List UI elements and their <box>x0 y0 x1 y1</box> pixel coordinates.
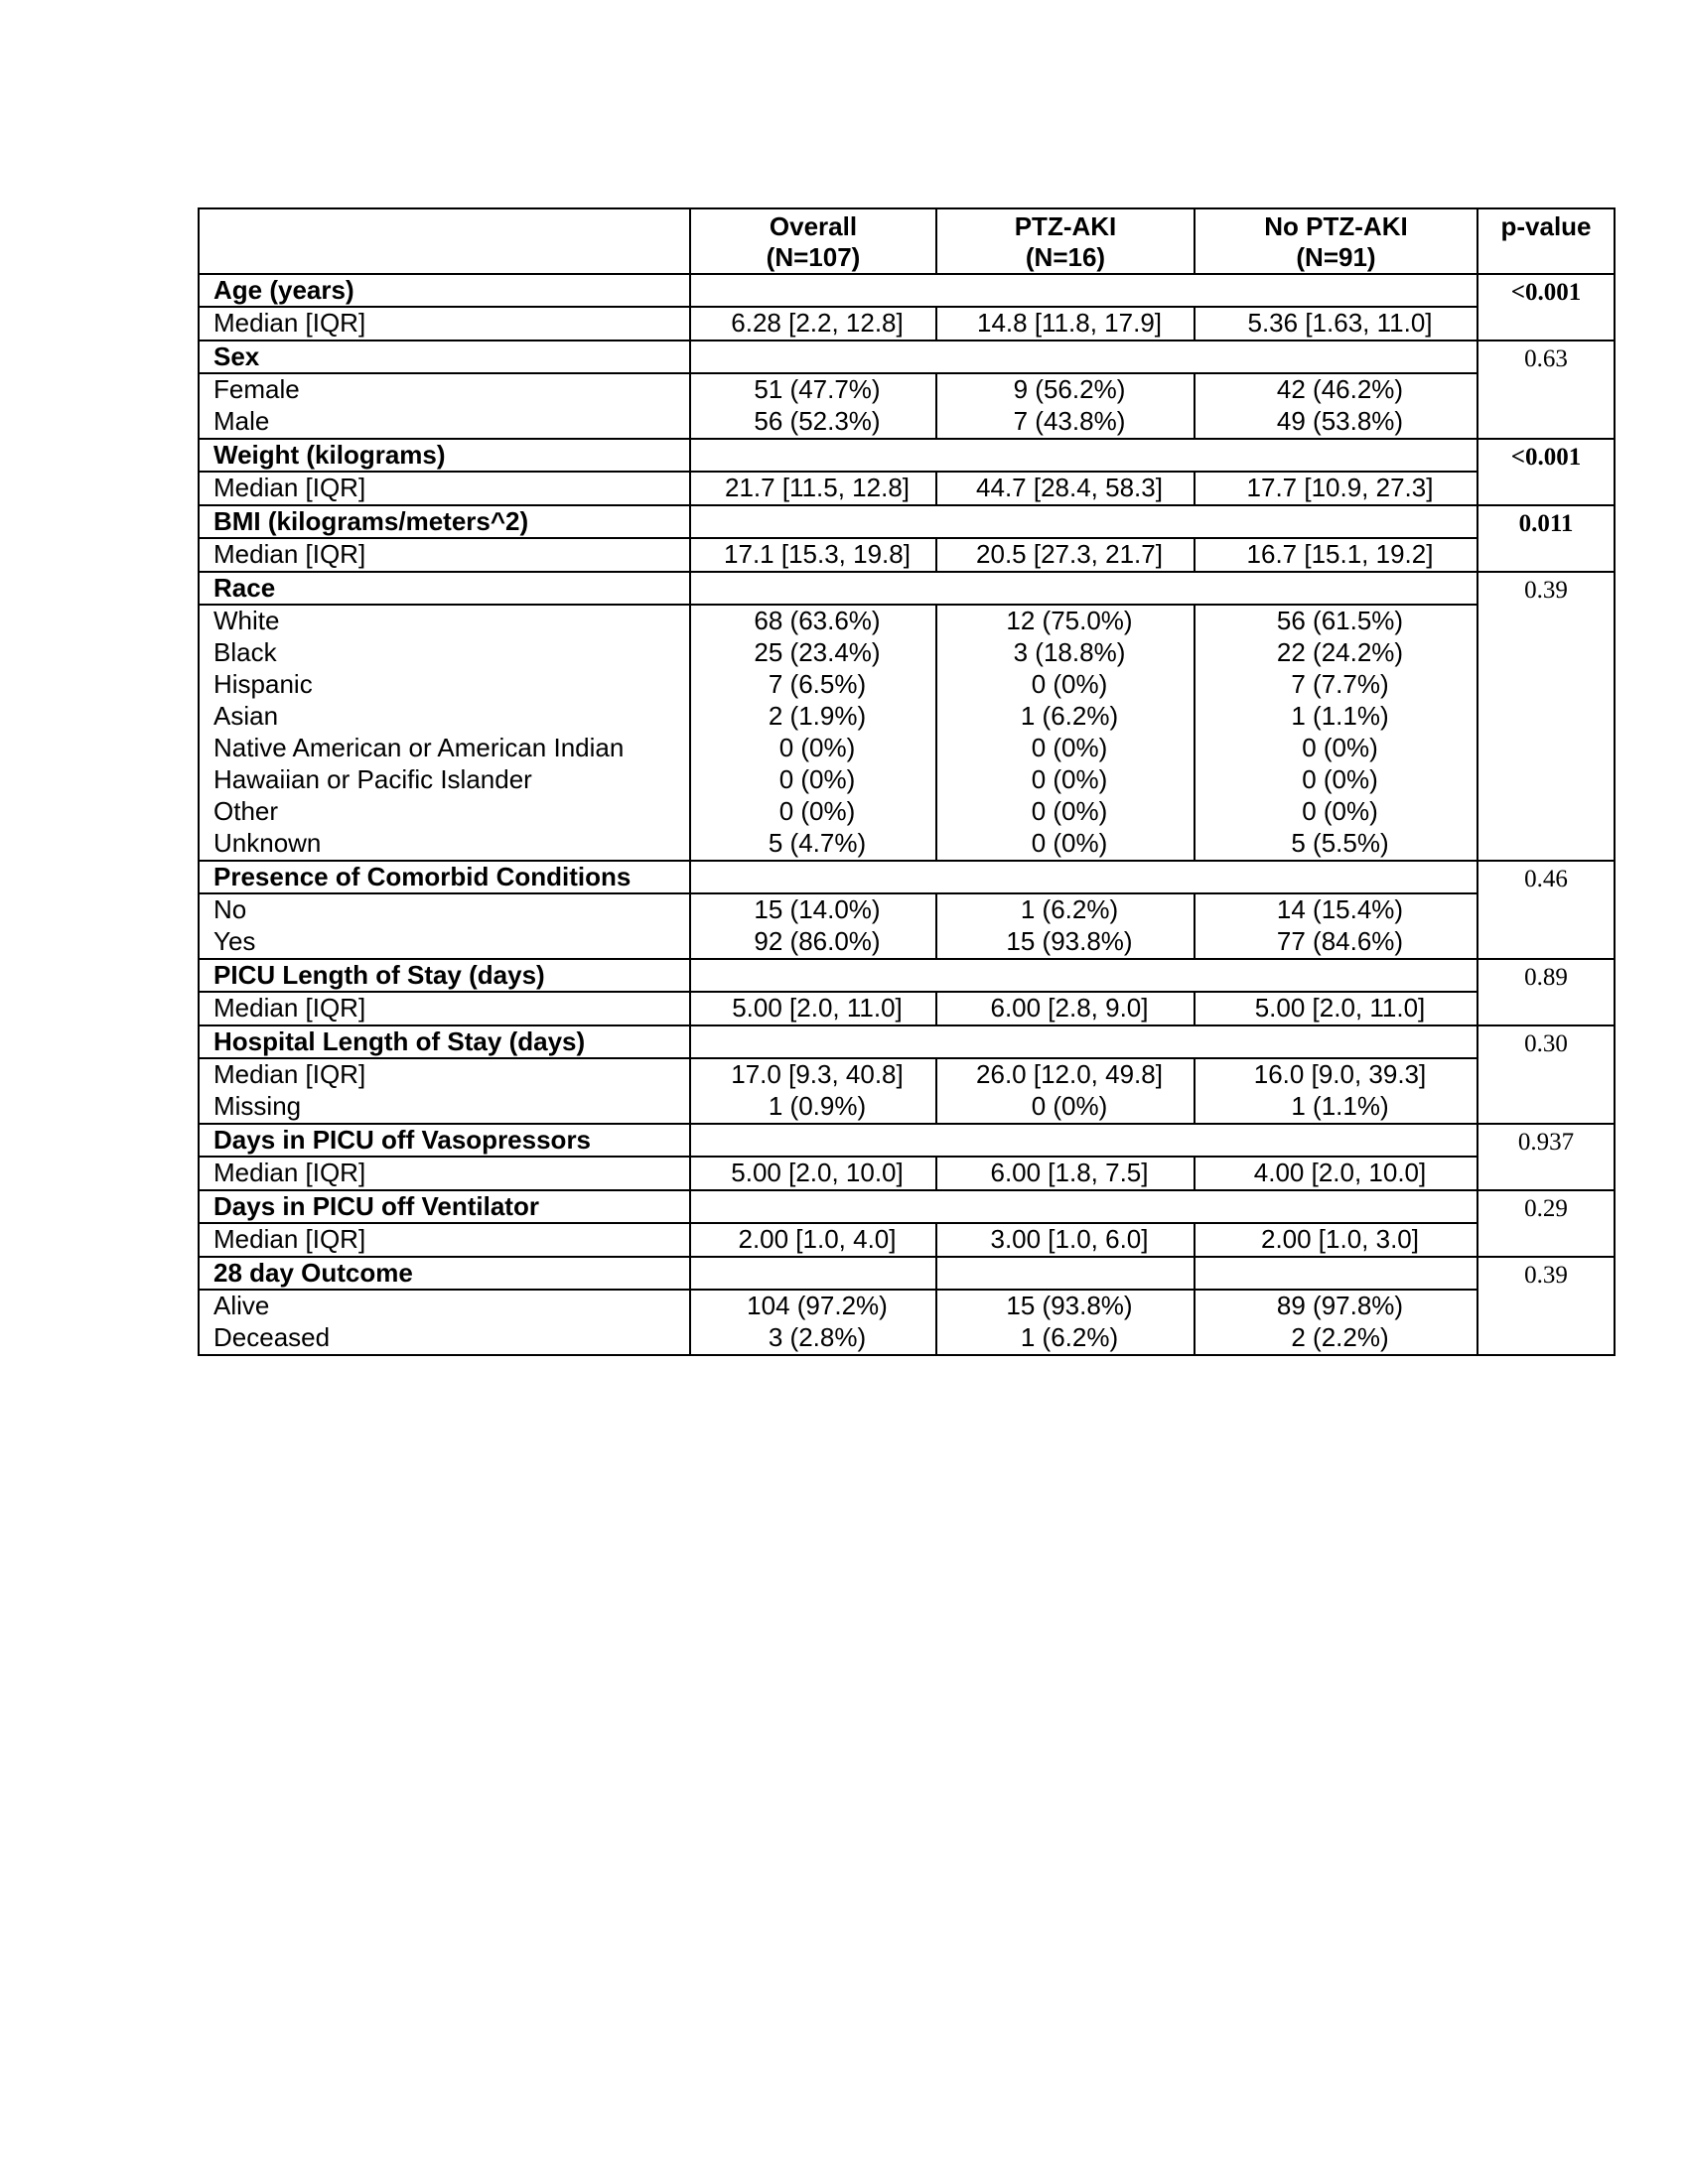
overall-value-cell <box>690 1290 936 1355</box>
section-header-row <box>199 341 1615 373</box>
ptz-aki-value: 1 (6.2%) <box>1020 701 1119 731</box>
no-ptz-aki-value: 14 (15.4%) <box>1276 894 1404 924</box>
ptz-aki-value: 0 (0%) <box>1031 669 1108 699</box>
row-label-cell <box>199 992 690 1025</box>
row-label-cell <box>199 893 690 959</box>
row-label-cell <box>199 1157 690 1190</box>
overall-value: 56 (52.3%) <box>754 406 881 436</box>
section-title: Weight (kilograms) <box>199 439 690 472</box>
row-label: White <box>213 606 280 635</box>
no-ptz-aki-value: 22 (24.2%) <box>1276 637 1404 667</box>
ptz-aki-value: 1 (6.2%) <box>1020 894 1119 924</box>
no-ptz-aki-value-cell <box>1195 893 1477 959</box>
ptz-aki-value: 12 (75.0%) <box>1006 606 1133 635</box>
section-empty-cell <box>936 1257 1195 1290</box>
header-overall <box>690 208 936 274</box>
header-ptz-aki <box>936 208 1195 274</box>
section-header-span <box>690 341 1477 373</box>
row-label: Hispanic <box>213 669 313 699</box>
overall-value: 25 (23.4%) <box>754 637 881 667</box>
ptz-aki-value: 14.8 [11.8, 17.9] <box>977 308 1162 338</box>
section-header-row <box>199 439 1615 472</box>
overall-value: 5.00 [2.0, 11.0] <box>732 993 903 1023</box>
data-row <box>199 307 1615 341</box>
data-row <box>199 538 1615 572</box>
section-title: PICU Length of Stay (days) <box>199 959 690 992</box>
ptz-aki-value-cell <box>936 1058 1195 1124</box>
overall-value-cell <box>690 472 936 505</box>
no-ptz-aki-value-cell <box>1195 992 1477 1025</box>
row-label: No <box>213 894 247 924</box>
row-label: Median [IQR] <box>213 1158 366 1187</box>
overall-value: 5 (4.7%) <box>768 828 867 858</box>
ptz-aki-value-cell <box>936 472 1195 505</box>
section-title: Presence of Comorbid Conditions <box>199 861 690 893</box>
ptz-aki-value-cell <box>936 1290 1195 1355</box>
ptz-aki-value: 6.00 [2.8, 9.0] <box>990 993 1149 1023</box>
ptz-aki-value-cell <box>936 538 1195 572</box>
row-label: Median [IQR] <box>213 473 366 502</box>
section-header-span <box>690 439 1477 472</box>
overall-value: 51 (47.7%) <box>754 374 881 404</box>
ptz-aki-value: 1 (6.2%) <box>1020 1322 1119 1352</box>
p-value: 0.29 <box>1477 1190 1615 1257</box>
section-header-row <box>199 274 1615 307</box>
data-row <box>199 1290 1615 1355</box>
section-title: Days in PICU off Vasopressors <box>199 1124 690 1157</box>
overall-value: 5.00 [2.0, 10.0] <box>731 1158 904 1187</box>
row-label: Median [IQR] <box>213 1059 366 1089</box>
p-value: 0.30 <box>1477 1025 1615 1124</box>
section-title: Hospital Length of Stay (days) <box>199 1025 690 1058</box>
ptz-aki-value-cell <box>936 992 1195 1025</box>
section-header-span <box>690 1190 1477 1223</box>
section-title: Age (years) <box>199 274 690 307</box>
no-ptz-aki-value: 0 (0%) <box>1302 733 1378 762</box>
no-ptz-aki-value: 56 (61.5%) <box>1276 606 1404 635</box>
p-value: 0.63 <box>1477 341 1615 439</box>
header-ptz-aki-label: PTZ-AKI <box>1014 211 1117 241</box>
section-title: BMI (kilograms/meters^2) <box>199 505 690 538</box>
section-header-row <box>199 1190 1615 1223</box>
section-header-span <box>690 959 1477 992</box>
row-label: Male <box>213 406 270 436</box>
overall-value: 0 (0%) <box>778 764 856 794</box>
ptz-aki-value: 20.5 [27.3, 21.7] <box>976 539 1163 569</box>
section-header-span <box>690 505 1477 538</box>
ptz-aki-value: 44.7 [28.4, 58.3] <box>976 473 1163 502</box>
no-ptz-aki-value-cell <box>1195 1157 1477 1190</box>
no-ptz-aki-value: 2 (2.2%) <box>1291 1322 1389 1352</box>
header-no-ptz-aki <box>1195 208 1477 274</box>
header-overall-label: Overall <box>769 211 858 241</box>
row-label-cell <box>199 1223 690 1257</box>
header-overall-n: (N=107) <box>766 242 861 272</box>
section-empty-cell <box>690 1257 936 1290</box>
header-row <box>199 208 1615 274</box>
overall-value-cell <box>690 605 936 861</box>
section-title: 28 day Outcome <box>199 1257 690 1290</box>
no-ptz-aki-value-cell <box>1195 538 1477 572</box>
ptz-aki-value: 15 (93.8%) <box>1006 1291 1133 1320</box>
overall-value: 2.00 [1.0, 4.0] <box>738 1224 897 1254</box>
overall-value: 1 (0.9%) <box>768 1091 867 1121</box>
row-label-cell <box>199 605 690 861</box>
overall-value-cell <box>690 1058 936 1124</box>
no-ptz-aki-value-cell <box>1195 1290 1477 1355</box>
data-row <box>199 472 1615 505</box>
no-ptz-aki-value-cell <box>1195 472 1477 505</box>
section-header-row <box>199 505 1615 538</box>
no-ptz-aki-value: 77 (84.6%) <box>1276 926 1404 956</box>
header-pvalue: p-value <box>1477 208 1615 274</box>
no-ptz-aki-value: 89 (97.8%) <box>1276 1291 1404 1320</box>
ptz-aki-value: 7 (43.8%) <box>1013 406 1126 436</box>
ptz-aki-value: 3.00 [1.0, 6.0] <box>990 1224 1149 1254</box>
section-title: Sex <box>199 341 690 373</box>
ptz-aki-value: 0 (0%) <box>1031 764 1108 794</box>
no-ptz-aki-value: 16.7 [15.1, 19.2] <box>1246 539 1434 569</box>
p-value: 0.011 <box>1477 505 1615 572</box>
row-label: Hawaiian or Pacific Islander <box>213 764 532 794</box>
header-ptz-aki-n: (N=16) <box>1025 242 1106 272</box>
overall-value: 17.0 [9.3, 40.8] <box>731 1059 904 1089</box>
data-row <box>199 1223 1615 1257</box>
ptz-aki-value-cell <box>936 373 1195 439</box>
data-row <box>199 1157 1615 1190</box>
row-label: Median [IQR] <box>213 993 366 1023</box>
section-header-row <box>199 959 1615 992</box>
row-label: Unknown <box>213 828 322 858</box>
no-ptz-aki-value-cell <box>1195 1058 1477 1124</box>
row-label-cell <box>199 538 690 572</box>
ptz-aki-value-cell <box>936 893 1195 959</box>
section-header-span <box>690 1124 1477 1157</box>
table-body <box>199 274 1615 1355</box>
overall-value: 15 (14.0%) <box>754 894 881 924</box>
p-value: 0.39 <box>1477 572 1615 861</box>
overall-value-cell <box>690 538 936 572</box>
header-no-ptz-aki-label: No PTZ-AKI <box>1264 211 1408 241</box>
no-ptz-aki-value: 0 (0%) <box>1302 796 1378 826</box>
no-ptz-aki-value-cell <box>1195 307 1477 341</box>
no-ptz-aki-value: 16.0 [9.0, 39.3] <box>1253 1059 1427 1089</box>
data-row <box>199 992 1615 1025</box>
no-ptz-aki-value-cell <box>1195 1223 1477 1257</box>
demographics-table <box>198 207 1616 1356</box>
row-label: Missing <box>213 1091 302 1121</box>
overall-value: 104 (97.2%) <box>747 1291 888 1320</box>
section-header-row <box>199 572 1615 605</box>
overall-value: 7 (6.5%) <box>768 669 867 699</box>
overall-value: 17.1 [15.3, 19.8] <box>724 539 911 569</box>
no-ptz-aki-value: 5 (5.5%) <box>1291 828 1389 858</box>
section-header-row <box>199 1025 1615 1058</box>
row-label: Female <box>213 374 300 404</box>
row-label-cell <box>199 1290 690 1355</box>
no-ptz-aki-value: 49 (53.8%) <box>1276 406 1404 436</box>
ptz-aki-value: 6.00 [1.8, 7.5] <box>990 1158 1149 1187</box>
no-ptz-aki-value: 0 (0%) <box>1302 764 1378 794</box>
row-label-cell <box>199 1058 690 1124</box>
ptz-aki-value: 15 (93.8%) <box>1006 926 1133 956</box>
overall-value-cell <box>690 373 936 439</box>
no-ptz-aki-value-cell <box>1195 373 1477 439</box>
no-ptz-aki-value: 2.00 [1.0, 3.0] <box>1260 1224 1419 1254</box>
overall-value-cell <box>690 893 936 959</box>
section-empty-cell <box>1195 1257 1477 1290</box>
ptz-aki-value: 9 (56.2%) <box>1013 374 1126 404</box>
p-value: 0.89 <box>1477 959 1615 1025</box>
overall-value: 92 (86.0%) <box>754 926 881 956</box>
section-header-span <box>690 274 1477 307</box>
overall-value: 3 (2.8%) <box>768 1322 867 1352</box>
no-ptz-aki-value-cell <box>1195 605 1477 861</box>
overall-value: 0 (0%) <box>778 796 856 826</box>
no-ptz-aki-value: 4.00 [2.0, 10.0] <box>1253 1158 1427 1187</box>
p-value: 0.937 <box>1477 1124 1615 1190</box>
row-label: Native American or American Indian <box>213 733 625 762</box>
row-label: Yes <box>213 926 256 956</box>
ptz-aki-value-cell <box>936 605 1195 861</box>
overall-value: 68 (63.6%) <box>754 606 881 635</box>
ptz-aki-value: 26.0 [12.0, 49.8] <box>976 1059 1163 1089</box>
overall-value-cell <box>690 1223 936 1257</box>
row-label: Other <box>213 796 279 826</box>
data-row <box>199 1058 1615 1124</box>
row-label: Alive <box>213 1291 270 1320</box>
header-variable <box>199 208 690 274</box>
data-row <box>199 605 1615 861</box>
row-label-cell <box>199 373 690 439</box>
section-title: Race <box>199 572 690 605</box>
overall-value-cell <box>690 307 936 341</box>
ptz-aki-value-cell <box>936 1223 1195 1257</box>
overall-value-cell <box>690 1157 936 1190</box>
section-header-row <box>199 1124 1615 1157</box>
header-no-ptz-aki-n: (N=91) <box>1296 242 1376 272</box>
no-ptz-aki-value: 17.7 [10.9, 27.3] <box>1246 473 1434 502</box>
no-ptz-aki-value: 5.00 [2.0, 11.0] <box>1254 993 1426 1023</box>
overall-value: 6.28 [2.2, 12.8] <box>731 308 904 338</box>
row-label: Median [IQR] <box>213 539 366 569</box>
overall-value: 2 (1.9%) <box>768 701 867 731</box>
section-header-row <box>199 1257 1615 1290</box>
overall-value: 0 (0%) <box>778 733 856 762</box>
row-label: Deceased <box>213 1322 331 1352</box>
row-label: Median [IQR] <box>213 1224 366 1254</box>
ptz-aki-value: 0 (0%) <box>1031 828 1108 858</box>
row-label-cell <box>199 472 690 505</box>
no-ptz-aki-value: 1 (1.1%) <box>1291 701 1389 731</box>
p-value: 0.39 <box>1477 1257 1615 1355</box>
no-ptz-aki-value: 1 (1.1%) <box>1291 1091 1389 1121</box>
row-label: Black <box>213 637 277 667</box>
section-header-span <box>690 861 1477 893</box>
data-row <box>199 373 1615 439</box>
ptz-aki-value-cell <box>936 307 1195 341</box>
ptz-aki-value: 0 (0%) <box>1031 796 1108 826</box>
ptz-aki-value: 0 (0%) <box>1031 1091 1108 1121</box>
section-header-span <box>690 572 1477 605</box>
no-ptz-aki-value: 5.36 [1.63, 11.0] <box>1247 308 1433 338</box>
row-label-cell <box>199 307 690 341</box>
section-title: Days in PICU off Ventilator <box>199 1190 690 1223</box>
overall-value: 21.7 [11.5, 12.8] <box>725 473 910 502</box>
p-value: <0.001 <box>1477 439 1615 505</box>
overall-value-cell <box>690 992 936 1025</box>
row-label: Median [IQR] <box>213 308 366 338</box>
row-label: Asian <box>213 701 279 731</box>
p-value: <0.001 <box>1477 274 1615 341</box>
section-header-span <box>690 1025 1477 1058</box>
p-value: 0.46 <box>1477 861 1615 959</box>
no-ptz-aki-value: 42 (46.2%) <box>1276 374 1404 404</box>
ptz-aki-value-cell <box>936 1157 1195 1190</box>
ptz-aki-value: 0 (0%) <box>1031 733 1108 762</box>
ptz-aki-value: 3 (18.8%) <box>1013 637 1126 667</box>
section-header-row <box>199 861 1615 893</box>
data-row <box>199 893 1615 959</box>
no-ptz-aki-value: 7 (7.7%) <box>1291 669 1389 699</box>
